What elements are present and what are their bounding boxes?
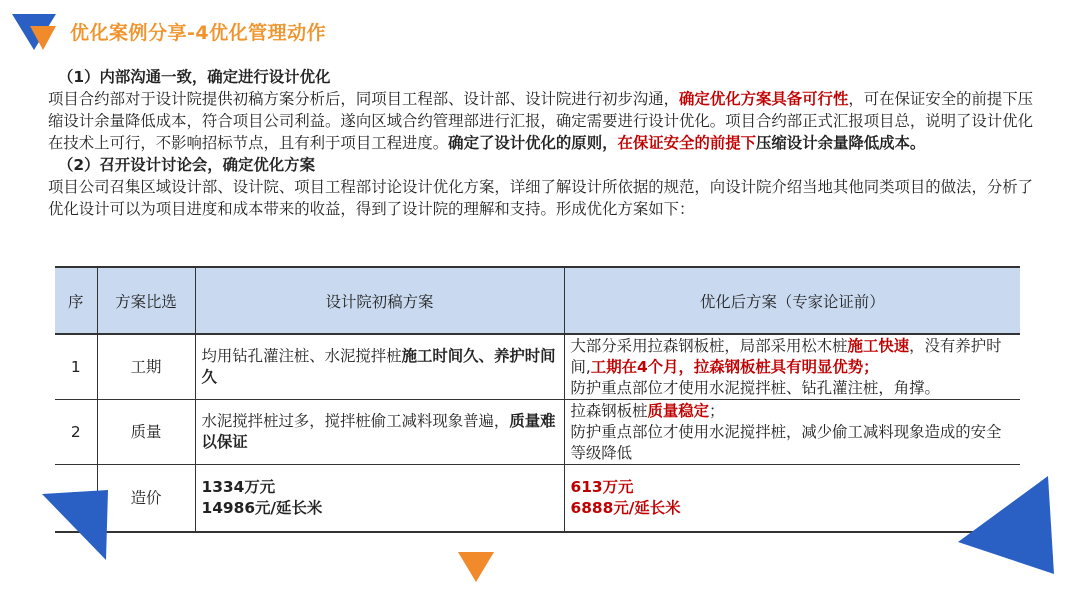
table-header-row: [55, 267, 1020, 334]
row-original: 1334万元 14986元/延长米: [195, 465, 564, 533]
row-no: 1: [55, 334, 97, 400]
row-optimized: 拉森钢板桩质量稳定； 防护重点部位才使用水泥搅拌桩，减少偷工减料现象造成的安全等级降低: [564, 400, 1020, 465]
section-1-heading: （1）内部沟通一致，确定进行设计优化: [58, 68, 331, 86]
logo-triangles-icon: [10, 12, 60, 52]
header-optimized-plan: 优化后方案（专家论证前）: [564, 267, 1020, 334]
row-item: 工期: [97, 334, 195, 400]
header-original-plan: 设计院初稿方案: [195, 267, 564, 334]
header-no: 序: [55, 267, 97, 334]
blue-triangle-left-icon: [42, 486, 110, 564]
header-item: 方案比选: [97, 267, 195, 334]
row-original: 均用钻孔灌注桩、水泥搅拌桩施工时间久、养护时间久: [195, 334, 564, 400]
table-row: [55, 400, 1020, 465]
row-item: 造价: [97, 465, 195, 533]
row-original: 水泥搅拌桩过多，搅拌桩偷工减料现象普遍，质量难以保证: [195, 400, 564, 465]
page-title: 优化案例分享-4优化管理动作: [70, 22, 327, 44]
blue-triangle-right-icon: [956, 474, 1056, 578]
table-row: [55, 334, 1020, 400]
section-2-heading: （2）召开设计讨论会，确定优化方案: [58, 156, 315, 174]
row-no: 2: [55, 400, 97, 465]
section-2-paragraph: 项目公司召集区域设计部、设计院、项目工程部讨论设计优化方案，详细了解设计所依据的规范，向设计院介绍当地其他同类项目的做法，分析了优化设计可以为项目进度和成本带来的收益，得到了设计院的理解和支持。形成优化方案如下：: [48, 178, 1034, 218]
body-text: [48, 66, 1038, 220]
row-optimized: 613万元 6888元/延长米: [564, 465, 1020, 533]
section-1-paragraph: 项目合约部对于设计院提供初稿方案分析后，同项目工程部、设计部、设计院进行初步沟通，确定优化方案具备可行性，可在保证安全的前提下压缩设计余量降低成本，符合项目公司利益。遂向区域合约管理部进行汇报，确定需要进行设计优化。项目合约部正式汇报项目总，说明了设计优化在技术上可行，不影响招标节点，且有利于项目工程进度。确定了设计优化的原则，在保证安全的前提下压缩设计余量降低成本。: [48, 90, 1034, 152]
row-item: 质量: [97, 400, 195, 465]
orange-triangle-bottom-icon: [456, 550, 496, 584]
row-optimized: 大部分采用拉森钢板桩，局部采用松木桩施工快速，没有养护时间,工期在4个月，拉森钢板桩具有明显优势； 防护重点部位才使用水泥搅拌桩、钻孔灌注桩，角撑。: [564, 334, 1020, 400]
table-row: [55, 465, 1020, 533]
comparison-table: [55, 266, 1020, 533]
